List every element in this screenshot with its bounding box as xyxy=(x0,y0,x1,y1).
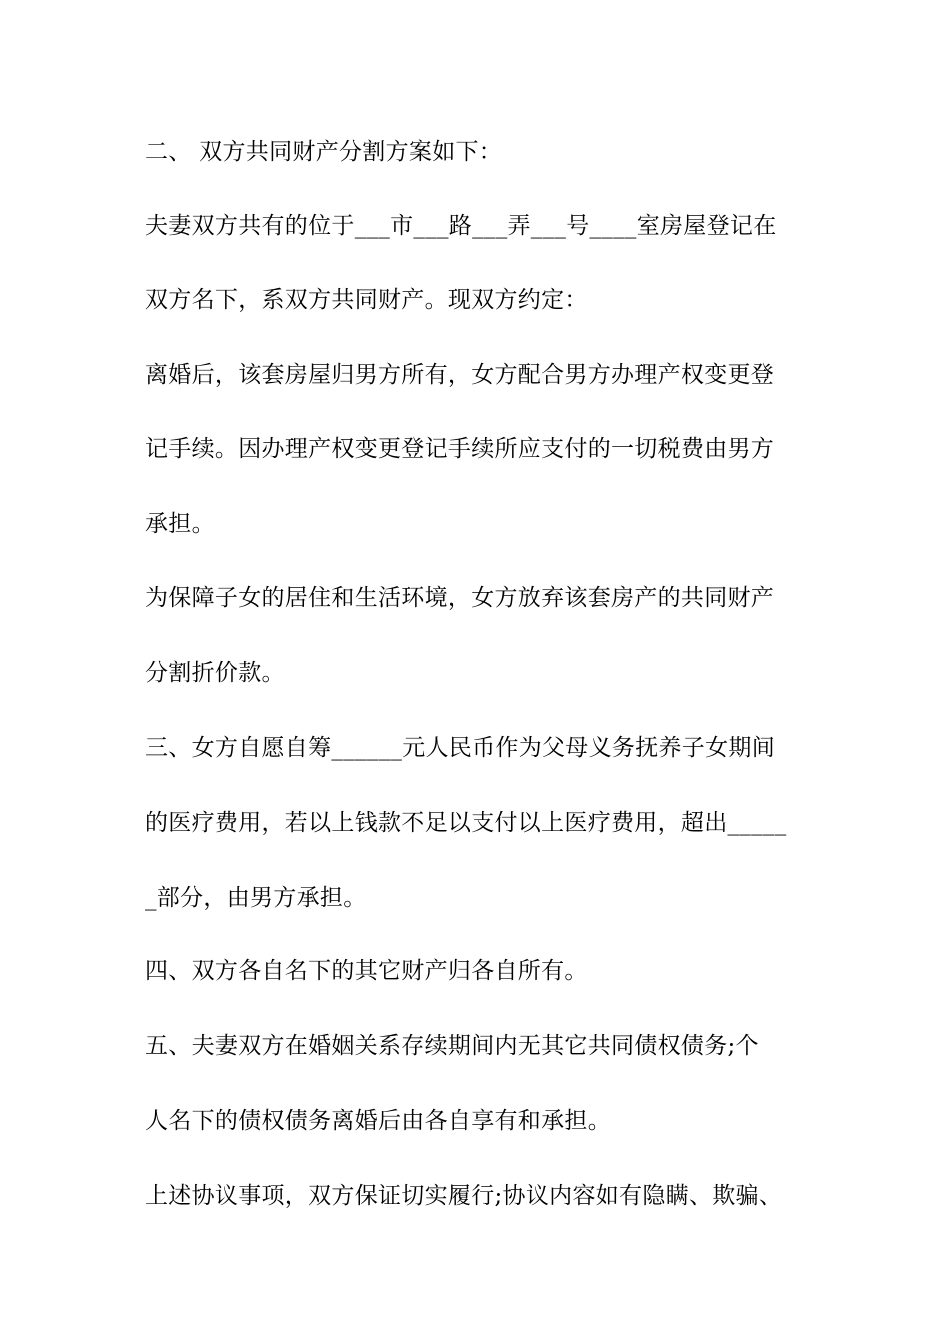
document-line: 五、夫妻双方在婚姻关系存续期间内无其它共同债权债务;个 xyxy=(145,1033,759,1059)
document-line: 为保障子女的居住和生活环境，女方放弃该套房产的共同财产 xyxy=(145,585,775,611)
document-line: 记手续。因办理产权变更登记手续所应支付的一切税费由男方 xyxy=(145,436,775,462)
document-line: 三、女方自愿自筹______元人民币作为父母义务抚养子女期间 xyxy=(145,735,775,761)
document-line: 双方名下，系双方共同财产。现双方约定： xyxy=(145,287,588,313)
document-line: 二、 双方共同财产分割方案如下： xyxy=(145,139,503,165)
document-line: 离婚后，该套房屋归男方所有，女方配合男方办理产权变更登 xyxy=(145,362,775,388)
document-line: 上述协议事项，双方保证切实履行;协议内容如有隐瞒、欺骗、 xyxy=(145,1183,783,1209)
document-line: 夫妻双方共有的位于___市___路___弄___号____室房屋登记在 xyxy=(145,213,777,239)
document-line: 承担。 xyxy=(145,511,215,537)
document-line: 的医疗费用，若以上钱款不足以支付以上医疗费用，超出_____ xyxy=(145,810,787,836)
document-line: 分割折价款。 xyxy=(145,660,285,686)
document-line: 四、双方各自名下的其它财产归各自所有。 xyxy=(145,958,588,984)
document-line: _部分，由男方承担。 xyxy=(145,885,367,911)
document-line: 人名下的债权债务离婚后由各自享有和承担。 xyxy=(145,1108,611,1134)
